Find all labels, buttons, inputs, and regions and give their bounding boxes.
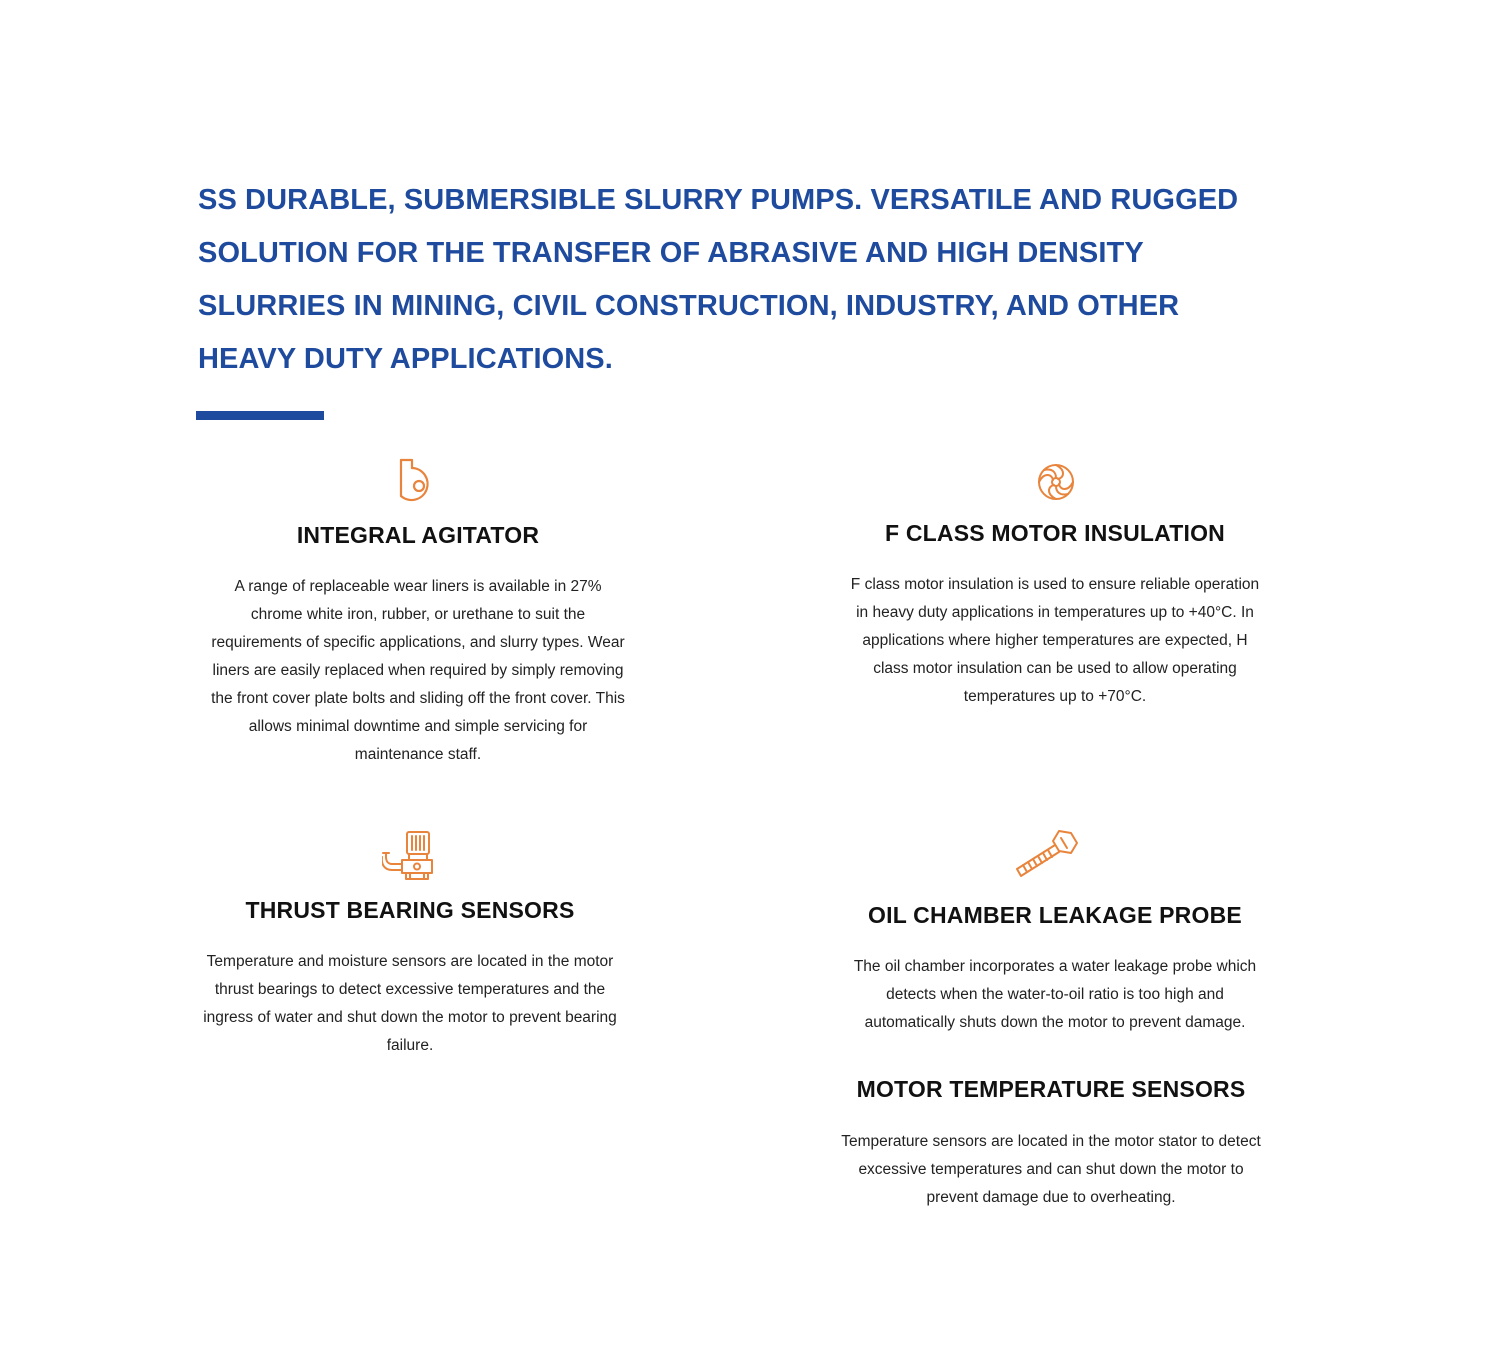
description-line: liners are easily replaced when required by simply removing — [212, 662, 624, 679]
description-line: thrust bearings to detect excessive temperatures and the — [214, 981, 606, 998]
bolt-probe-icon — [1011, 827, 1081, 883]
impeller-icon — [1036, 462, 1076, 502]
headline-line: SLURRIES IN MINING, CIVIL CONSTRUCTION, INDUSTRY, AND OTHER — [198, 290, 1180, 322]
feature-description — [821, 1128, 1281, 1212]
pump-motor-icon — [382, 829, 438, 883]
description-line: F class motor insulation is used to ensure reliable operation — [850, 576, 1260, 593]
description-line: class motor insulation can be used to allow operating — [873, 660, 1237, 677]
description-line: automatically shuts down the motor to prevent damage. — [864, 1014, 1246, 1031]
description-line: ingress of water and shut down the motor to prevent bearing — [203, 1009, 617, 1026]
feature-oil-chamber-leakage-probe — [825, 825, 1285, 1045]
description-line: prevent damage due to overheating. — [926, 1189, 1176, 1206]
feature-description — [825, 571, 1285, 711]
feature-description — [825, 953, 1285, 1037]
feature-title: INTEGRAL AGITATOR — [296, 522, 540, 548]
agitator-icon — [392, 456, 442, 508]
feature-title: THRUST BEARING SENSORS — [245, 897, 575, 923]
description-line: allows minimal downtime and simple servicing for — [248, 718, 588, 735]
feature-title: OIL CHAMBER LEAKAGE PROBE — [868, 902, 1242, 928]
description-line: in heavy duty applications in temperatures up to +40°C. In — [856, 604, 1254, 621]
description-line: failure. — [386, 1037, 434, 1054]
description-line: applications where higher temperatures are expected, H — [862, 632, 1248, 649]
description-line: maintenance staff. — [354, 746, 482, 763]
description-line: detects when the water-to-oil ratio is too high and — [886, 986, 1224, 1003]
feature-thrust-bearing-sensors — [180, 825, 640, 1065]
headline-line: SS DURABLE, SUBMERSIBLE SLURRY PUMPS. VERSATILE AND RUGGED — [198, 184, 1239, 216]
feature-title: F CLASS MOTOR INSULATION — [885, 520, 1225, 546]
description-line: requirements of specific applications, and slurry types. Wear — [211, 634, 625, 651]
description-line: the front cover plate bolts and sliding off the front cover. This — [211, 690, 625, 707]
description-line: Temperature and moisture sensors are located in the motor — [206, 953, 614, 970]
description-line: A range of replaceable wear liners is available in 27% — [234, 578, 602, 595]
description-line: temperatures up to +70°C. — [963, 688, 1147, 705]
feature-motor-temperature-sensors — [821, 1075, 1281, 1225]
accent-divider — [196, 411, 324, 420]
feature-f-class-motor-insulation — [825, 450, 1285, 720]
description-line: excessive temperatures and can shut down the motor to — [858, 1161, 1244, 1178]
description-line: chrome white iron, rubber, or urethane to suit the — [250, 606, 586, 623]
description-line: Temperature sensors are located in the motor stator to detect — [841, 1133, 1261, 1150]
feature-integral-agitator — [188, 450, 648, 780]
headline-line: HEAVY DUTY APPLICATIONS. — [198, 343, 613, 375]
feature-description — [188, 573, 648, 769]
description-line: The oil chamber incorporates a water leakage probe which — [853, 958, 1257, 975]
feature-title: MOTOR TEMPERATURE SENSORS — [856, 1076, 1246, 1102]
feature-description — [180, 948, 640, 1060]
headline-line: SOLUTION FOR THE TRANSFER OF ABRASIVE AND HIGH DENSITY — [198, 237, 1144, 269]
page-headline — [198, 174, 1308, 386]
